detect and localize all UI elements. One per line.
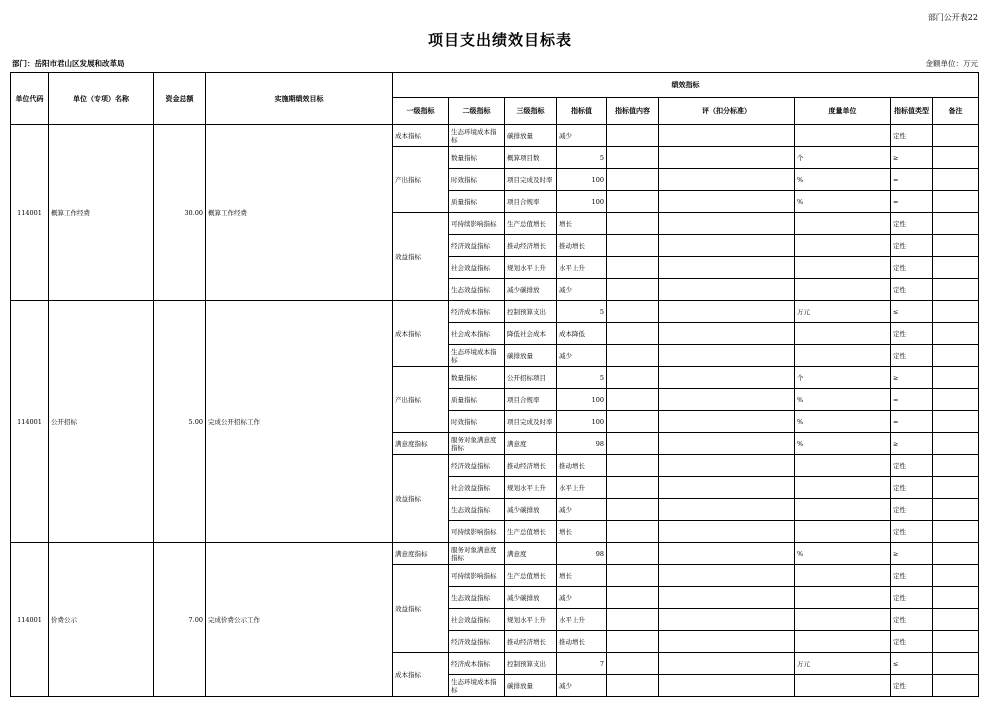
goal-cell: 完成价费公示工作 — [206, 543, 393, 697]
value-content-cell — [607, 521, 659, 543]
scoring-cell — [659, 609, 795, 631]
remark-cell — [933, 631, 979, 653]
header-level1: 一级指标 — [393, 98, 449, 125]
header-performance-indicators: 绩效指标 — [393, 73, 979, 98]
value-type-cell: ≥ — [891, 433, 933, 455]
measure-unit-cell: 万元 — [795, 301, 891, 323]
measure-unit-cell — [795, 257, 891, 279]
level2-cell: 质量指标 — [449, 389, 505, 411]
value-type-cell: 定性 — [891, 675, 933, 697]
measure-unit-cell — [795, 477, 891, 499]
value-type-cell: 定性 — [891, 521, 933, 543]
scoring-cell — [659, 499, 795, 521]
value-cell: 100 — [557, 169, 607, 191]
remark-cell — [933, 499, 979, 521]
header-scoring: 评（扣分标准） — [659, 98, 795, 125]
value-content-cell — [607, 301, 659, 323]
value-cell: 减少 — [557, 675, 607, 697]
scoring-cell — [659, 565, 795, 587]
value-type-cell: 定性 — [891, 587, 933, 609]
remark-cell — [933, 257, 979, 279]
department-label: 部门：岳阳市君山区发展和改革局 — [12, 59, 125, 68]
table-row — [11, 543, 979, 565]
page-title: 项目支出绩效目标表 — [427, 31, 572, 49]
unit-name-cell: 概算工作经费 — [49, 125, 154, 301]
scoring-cell — [659, 477, 795, 499]
remark-cell — [933, 477, 979, 499]
remark-cell — [933, 609, 979, 631]
scoring-cell — [659, 389, 795, 411]
table-row — [11, 301, 979, 323]
measure-unit-cell — [795, 213, 891, 235]
value-cell: 7 — [557, 653, 607, 675]
level1-cell: 产出指标 — [393, 367, 449, 433]
remark-cell — [933, 147, 979, 169]
value-type-cell: ≤ — [891, 653, 933, 675]
level2-cell: 数量指标 — [449, 147, 505, 169]
value-type-cell: 定性 — [891, 477, 933, 499]
value-type-cell: ≥ — [891, 367, 933, 389]
value-content-cell — [607, 477, 659, 499]
scoring-cell — [659, 587, 795, 609]
value-cell: 水平上升 — [557, 477, 607, 499]
value-type-cell: ≥ — [891, 543, 933, 565]
scoring-cell — [659, 521, 795, 543]
header-goal: 实施期绩效目标 — [206, 73, 393, 125]
remark-cell — [933, 323, 979, 345]
value-cell: 减少 — [557, 345, 607, 367]
measure-unit-cell — [795, 631, 891, 653]
scoring-cell — [659, 367, 795, 389]
scoring-cell — [659, 675, 795, 697]
level2-cell: 时效指标 — [449, 411, 505, 433]
level2-cell: 生态环境成本指标 — [449, 125, 505, 147]
unit-code-cell: 114001 — [11, 125, 49, 301]
value-cell: 100 — [557, 191, 607, 213]
scoring-cell — [659, 257, 795, 279]
measure-unit-cell: % — [795, 169, 891, 191]
level3-cell: 碳排放量 — [505, 125, 557, 147]
value-cell: 减少 — [557, 125, 607, 147]
measure-unit-cell — [795, 521, 891, 543]
level3-cell: 控制预算支出 — [505, 301, 557, 323]
value-cell: 推动增长 — [557, 631, 607, 653]
value-content-cell — [607, 653, 659, 675]
level2-cell: 可持续影响指标 — [449, 213, 505, 235]
scoring-cell — [659, 323, 795, 345]
value-type-cell: 定性 — [891, 323, 933, 345]
level3-cell: 减少碳排放 — [505, 279, 557, 301]
value-type-cell: 定性 — [891, 345, 933, 367]
value-content-cell — [607, 411, 659, 433]
level3-cell: 项目完成及时率 — [505, 169, 557, 191]
level2-cell: 社会效益指标 — [449, 257, 505, 279]
value-content-cell — [607, 675, 659, 697]
header-value-type: 指标值类型 — [891, 98, 933, 125]
level1-cell: 成本指标 — [393, 653, 449, 697]
remark-cell — [933, 367, 979, 389]
value-type-cell: 定性 — [891, 279, 933, 301]
scoring-cell — [659, 411, 795, 433]
level3-cell: 推动经济增长 — [505, 455, 557, 477]
measure-unit-cell: % — [795, 543, 891, 565]
value-content-cell — [607, 191, 659, 213]
measure-unit-cell — [795, 235, 891, 257]
level2-cell: 社会效益指标 — [449, 477, 505, 499]
value-cell: 100 — [557, 389, 607, 411]
remark-cell — [933, 653, 979, 675]
value-cell: 减少 — [557, 499, 607, 521]
level3-cell: 公开招标项目 — [505, 367, 557, 389]
remark-cell — [933, 455, 979, 477]
scoring-cell — [659, 433, 795, 455]
level1-cell: 成本指标 — [393, 125, 449, 147]
level2-cell: 经济成本指标 — [449, 301, 505, 323]
level3-cell: 项目合规率 — [505, 389, 557, 411]
measure-unit-cell — [795, 323, 891, 345]
level2-cell: 数量指标 — [449, 367, 505, 389]
level2-cell: 生态环境成本指标 — [449, 675, 505, 697]
remark-cell — [933, 411, 979, 433]
total-funds-cell: 7.00 — [154, 543, 206, 697]
value-type-cell: 定性 — [891, 125, 933, 147]
value-content-cell — [607, 543, 659, 565]
value-content-cell — [607, 323, 659, 345]
value-cell: 减少 — [557, 587, 607, 609]
level3-cell: 规划水平上升 — [505, 609, 557, 631]
remark-cell — [933, 587, 979, 609]
scoring-cell — [659, 169, 795, 191]
level3-cell: 碳排放量 — [505, 675, 557, 697]
value-content-cell — [607, 433, 659, 455]
measure-unit-cell — [795, 499, 891, 521]
value-type-cell: ≥ — [891, 147, 933, 169]
value-type-cell: = — [891, 191, 933, 213]
level2-cell: 社会成本指标 — [449, 323, 505, 345]
table-row — [11, 125, 979, 147]
header-value-content: 指标值内容 — [607, 98, 659, 125]
level2-cell: 生态效益指标 — [449, 499, 505, 521]
value-type-cell: 定性 — [891, 565, 933, 587]
header-value: 指标值 — [557, 98, 607, 125]
level2-cell: 服务对象满意度指标 — [449, 543, 505, 565]
value-cell: 推动增长 — [557, 455, 607, 477]
unit-code-cell: 114001 — [11, 543, 49, 697]
value-content-cell — [607, 213, 659, 235]
remark-cell — [933, 125, 979, 147]
value-type-cell: 定性 — [891, 235, 933, 257]
unit-code-cell: 114001 — [11, 301, 49, 543]
level1-cell: 满意度指标 — [393, 433, 449, 455]
remark-cell — [933, 565, 979, 587]
value-cell: 推动增长 — [557, 235, 607, 257]
level1-cell: 效益指标 — [393, 565, 449, 653]
form-number: 部门公开表22 — [927, 13, 978, 22]
level3-cell: 碳排放量 — [505, 345, 557, 367]
value-cell: 5 — [557, 147, 607, 169]
scoring-cell — [659, 191, 795, 213]
level3-cell: 满意度 — [505, 543, 557, 565]
remark-cell — [933, 169, 979, 191]
measure-unit-cell — [795, 455, 891, 477]
value-content-cell — [607, 609, 659, 631]
level2-cell: 经济效益指标 — [449, 631, 505, 653]
measure-unit-cell: 万元 — [795, 653, 891, 675]
scoring-cell — [659, 301, 795, 323]
measure-unit-cell: 个 — [795, 367, 891, 389]
value-cell: 5 — [557, 367, 607, 389]
level3-cell: 项目合规率 — [505, 191, 557, 213]
value-cell: 减少 — [557, 279, 607, 301]
level3-cell: 规划水平上升 — [505, 257, 557, 279]
level1-cell: 成本指标 — [393, 301, 449, 367]
value-content-cell — [607, 169, 659, 191]
value-cell: 增长 — [557, 521, 607, 543]
level2-cell: 生态环境成本指标 — [449, 345, 505, 367]
value-type-cell: = — [891, 169, 933, 191]
total-funds-cell: 30.00 — [154, 125, 206, 301]
level2-cell: 质量指标 — [449, 191, 505, 213]
scoring-cell — [659, 213, 795, 235]
remark-cell — [933, 279, 979, 301]
value-type-cell: 定性 — [891, 631, 933, 653]
value-content-cell — [607, 565, 659, 587]
level2-cell: 经济效益指标 — [449, 455, 505, 477]
level3-cell: 减少碳排放 — [505, 499, 557, 521]
level2-cell: 经济成本指标 — [449, 653, 505, 675]
scoring-cell — [659, 147, 795, 169]
measure-unit-cell: % — [795, 411, 891, 433]
performance-table — [10, 72, 979, 697]
level1-cell: 满意度指标 — [393, 543, 449, 565]
level3-cell: 生产总值增长 — [505, 213, 557, 235]
level1-cell: 效益指标 — [393, 455, 449, 543]
measure-unit-cell: % — [795, 191, 891, 213]
remark-cell — [933, 543, 979, 565]
value-type-cell: = — [891, 411, 933, 433]
measure-unit-cell — [795, 609, 891, 631]
level2-cell: 可持续影响指标 — [449, 565, 505, 587]
unit-name-cell: 公开招标 — [49, 301, 154, 543]
remark-cell — [933, 301, 979, 323]
remark-cell — [933, 213, 979, 235]
measure-unit-cell — [795, 125, 891, 147]
level2-cell: 生态效益指标 — [449, 279, 505, 301]
remark-cell — [933, 521, 979, 543]
value-type-cell: = — [891, 389, 933, 411]
measure-unit-cell: 个 — [795, 147, 891, 169]
value-type-cell: 定性 — [891, 455, 933, 477]
value-content-cell — [607, 389, 659, 411]
value-content-cell — [607, 147, 659, 169]
scoring-cell — [659, 653, 795, 675]
total-funds-cell: 5.00 — [154, 301, 206, 543]
value-cell: 增长 — [557, 565, 607, 587]
level1-cell: 产出指标 — [393, 147, 449, 213]
remark-cell — [933, 191, 979, 213]
measure-unit-cell — [795, 345, 891, 367]
level3-cell: 规划水平上升 — [505, 477, 557, 499]
level3-cell: 减少碳排放 — [505, 587, 557, 609]
header-level2: 二级指标 — [449, 98, 505, 125]
value-cell: 98 — [557, 433, 607, 455]
value-content-cell — [607, 455, 659, 477]
unit-name-cell: 价费公示 — [49, 543, 154, 697]
value-cell: 成本降低 — [557, 323, 607, 345]
level3-cell: 推动经济增长 — [505, 631, 557, 653]
remark-cell — [933, 675, 979, 697]
remark-cell — [933, 235, 979, 257]
header-unit-name: 单位（专项）名称 — [49, 73, 154, 125]
value-content-cell — [607, 279, 659, 301]
remark-cell — [933, 345, 979, 367]
level3-cell: 控制预算支出 — [505, 653, 557, 675]
measure-unit-cell — [795, 565, 891, 587]
value-cell: 增长 — [557, 213, 607, 235]
header-unit-code: 单位代码 — [11, 73, 49, 125]
measure-unit-cell — [795, 279, 891, 301]
value-content-cell — [607, 631, 659, 653]
measure-unit-cell: % — [795, 389, 891, 411]
measure-unit-cell — [795, 587, 891, 609]
header-remark: 备注 — [933, 98, 979, 125]
value-content-cell — [607, 345, 659, 367]
value-cell: 水平上升 — [557, 609, 607, 631]
scoring-cell — [659, 543, 795, 565]
level3-cell: 生产总值增长 — [505, 565, 557, 587]
goal-cell: 完成公开招标工作 — [206, 301, 393, 543]
level1-cell: 效益指标 — [393, 213, 449, 301]
scoring-cell — [659, 631, 795, 653]
value-cell: 100 — [557, 411, 607, 433]
value-content-cell — [607, 499, 659, 521]
table-body — [11, 125, 979, 697]
level2-cell: 经济效益指标 — [449, 235, 505, 257]
value-type-cell: 定性 — [891, 257, 933, 279]
value-type-cell: ≤ — [891, 301, 933, 323]
scoring-cell — [659, 125, 795, 147]
value-cell: 5 — [557, 301, 607, 323]
level2-cell: 社会效益指标 — [449, 609, 505, 631]
value-cell: 水平上升 — [557, 257, 607, 279]
remark-cell — [933, 389, 979, 411]
value-type-cell: 定性 — [891, 499, 933, 521]
level2-cell: 时效指标 — [449, 169, 505, 191]
level2-cell: 可持续影响指标 — [449, 521, 505, 543]
value-content-cell — [607, 235, 659, 257]
value-content-cell — [607, 125, 659, 147]
scoring-cell — [659, 345, 795, 367]
goal-cell: 概算工作经费 — [206, 125, 393, 301]
header-level3: 三级指标 — [505, 98, 557, 125]
value-content-cell — [607, 587, 659, 609]
scoring-cell — [659, 235, 795, 257]
measure-unit-cell — [795, 675, 891, 697]
level2-cell: 服务对象满意度指标 — [449, 433, 505, 455]
amount-unit-label: 金额单位：万元 — [925, 59, 978, 68]
value-content-cell — [607, 367, 659, 389]
measure-unit-cell: % — [795, 433, 891, 455]
level3-cell: 推动经济增长 — [505, 235, 557, 257]
header-total-funds: 资金总额 — [154, 73, 206, 125]
level3-cell: 满意度 — [505, 433, 557, 455]
value-type-cell: 定性 — [891, 213, 933, 235]
level2-cell: 生态效益指标 — [449, 587, 505, 609]
scoring-cell — [659, 279, 795, 301]
value-cell: 98 — [557, 543, 607, 565]
value-content-cell — [607, 257, 659, 279]
header-measure-unit: 度量单位 — [795, 98, 891, 125]
level3-cell: 项目完成及时率 — [505, 411, 557, 433]
level3-cell: 概算项目数 — [505, 147, 557, 169]
level3-cell: 生产总值增长 — [505, 521, 557, 543]
value-type-cell: 定性 — [891, 609, 933, 631]
remark-cell — [933, 433, 979, 455]
scoring-cell — [659, 455, 795, 477]
level3-cell: 降低社会成本 — [505, 323, 557, 345]
